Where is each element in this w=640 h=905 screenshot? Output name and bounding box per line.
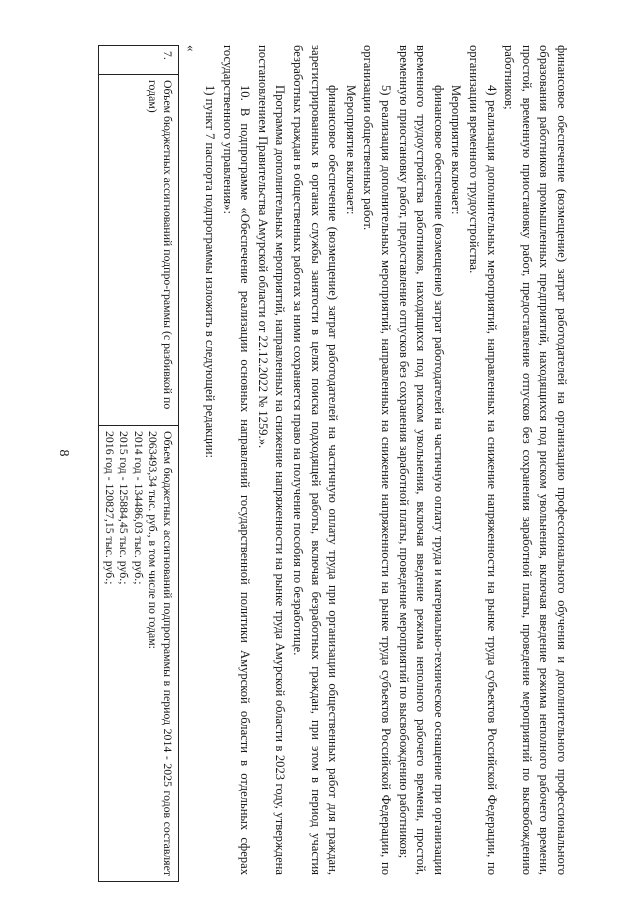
paragraph: 10. В подпрограмме «Обеспечение реализации основных направлений государственной политики Амурской области в отдельных сферах государственного управления»: — [220, 45, 253, 875]
value-line: 2014 год - 134486,03 тыс. руб.; — [131, 431, 146, 585]
value-line: 2016 год - 120827,15 тыс. руб.; — [102, 431, 117, 585]
page-number: 8 — [56, 449, 71, 457]
row-label: Объем бюджетных ассигнований подпро-граммы (с разбивкой по годам) — [99, 75, 179, 426]
table-row — [99, 46, 179, 882]
paragraph: Мероприятие включает: — [343, 85, 358, 215]
paragraph: Мероприятие включает: — [449, 85, 464, 215]
document-body — [201, 45, 570, 875]
paragraph: 5) реализация дополнительных мероприятий, направленных на снижение напряженности на рынке труда субъектов Российской Федерации, по организации общественных работ. — [361, 45, 394, 875]
paragraph: 4) реализация дополнительных мероприятий, направленных на снижение напряженности на рынке труда субъектов Российской Федерации, по организации временного трудоустройства. — [467, 45, 499, 875]
value-line: Объем бюджетных ассигнований подпрограммы в период 2014 - 2025 годов составляет 2063493,34 тыс. руб., в том числе по годам: — [146, 431, 175, 876]
paragraph: 1) пункт 7 паспорта подпрограммы изложить в следующей редакции: — [203, 85, 218, 459]
paragraph: Программа дополнительных мероприятий, направленных на снижение напряженности на рынке труда Амурской области в 2023 году, утверждена постановлением Правительства Амурской области от 22.12.2022 № 1259.». — [255, 45, 288, 875]
passport-table — [98, 45, 179, 882]
value-line: 2015 год - 125884,45 тыс. руб.; — [117, 431, 132, 585]
paragraph: финансовое обеспечение (возмещение) затрат работодателей на частичную оплату труда и материально-техническое оснащение при организации временного трудоустройства работников, находящихся под риском увольнения, включая введение режима неполного рабочего времени, простой, временную приостановку работ, предоставление отпусков без сохранения заработной платы, проведение мероприятий по высвобождению работников; — [396, 45, 446, 875]
paragraph: финансовое обеспечение (возмещение) затрат работодателей на организацию профессионального обучения и дополнительного профессионального образования работников промышленных предприятий, находящихся под риском увольнения, включая введение режима неполного рабочего времени, простой, временную приостановку работ, предоставление отпусков без сохранения заработной платы, проведение мероприятий по высвобождению работников; — [502, 45, 569, 875]
paragraph: финансовое обеспечение (возмещение) затрат работодателей на частичную оплату труда при организации общественных работ для граждан, зарегистрированных в органах службы занятости в целях поиска подходящей работы, включая безработных граждан, при этом в период участия безработных граждан в общественных работах за ними сохраняется право на получение пособия по безработице. — [291, 45, 341, 875]
row-number: 7. — [99, 46, 179, 75]
rotated-page-content — [102, 45, 570, 876]
row-value — [99, 426, 179, 882]
opening-quote-mark: « — [183, 45, 199, 52]
